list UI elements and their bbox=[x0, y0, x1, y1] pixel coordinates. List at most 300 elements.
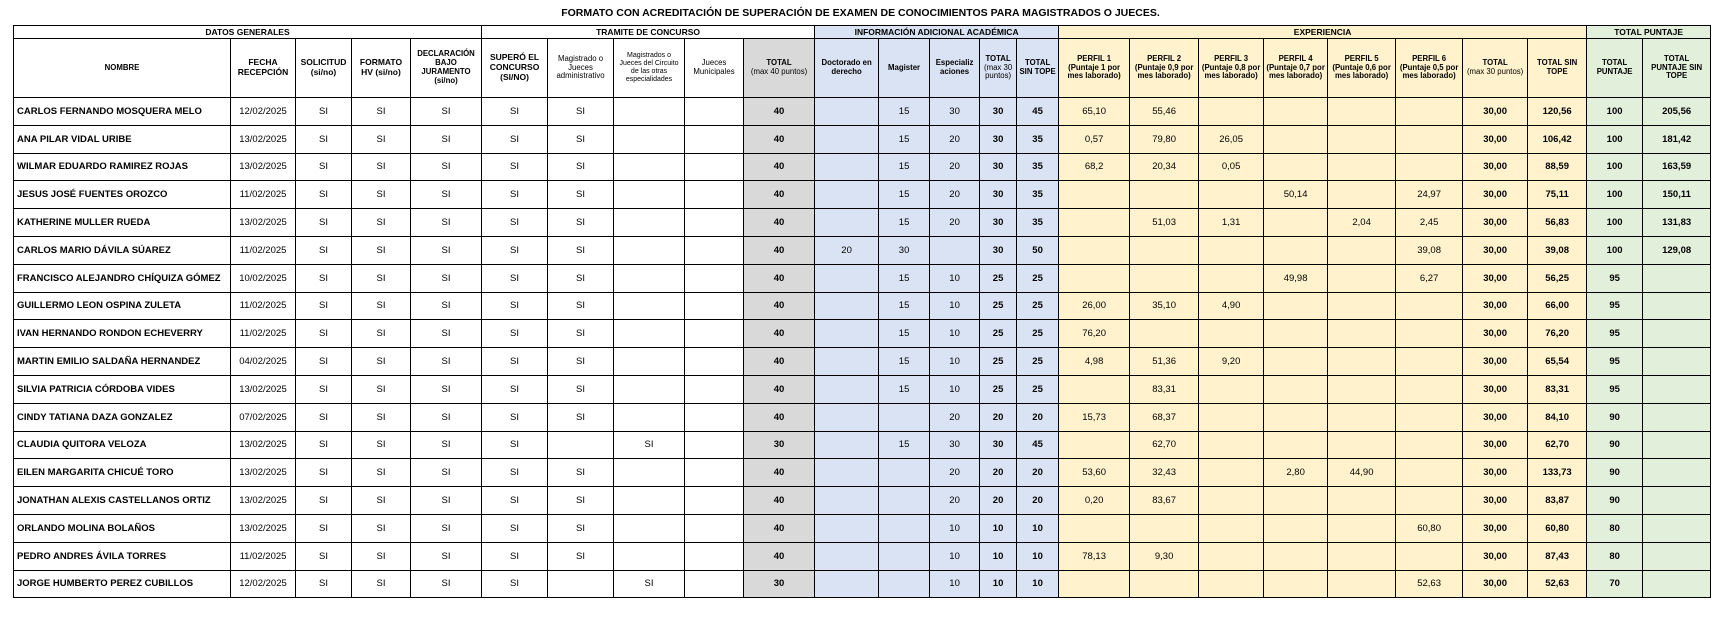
cell-total-sin-tope-exp: 75,11 bbox=[1528, 181, 1587, 209]
cell-total-sin-tope-exp: 76,20 bbox=[1528, 320, 1587, 348]
cell-doctorado bbox=[815, 542, 879, 570]
cell-total-puntaje: 100 bbox=[1587, 125, 1643, 153]
cell-solicitud: SI bbox=[296, 459, 352, 487]
cell-total-sin-tope-acad: 45 bbox=[1017, 431, 1059, 459]
cell-p4: 2,80 bbox=[1264, 459, 1328, 487]
cell-nombre: GUILLERMO LEON OSPINA ZULETA bbox=[14, 292, 231, 320]
cell-jueces-mun bbox=[685, 153, 744, 181]
cell-p2: 32,43 bbox=[1130, 459, 1199, 487]
cell-magister: 15 bbox=[879, 181, 930, 209]
cell-doctorado bbox=[815, 209, 879, 237]
cell-p1 bbox=[1059, 181, 1130, 209]
cell-p3 bbox=[1199, 403, 1264, 431]
cell-fecha: 11/02/2025 bbox=[231, 320, 296, 348]
table-row bbox=[14, 542, 1711, 570]
cell-mag-admin: SI bbox=[548, 514, 614, 542]
cell-p2: 83,31 bbox=[1130, 375, 1199, 403]
cell-especializaciones: 10 bbox=[930, 264, 980, 292]
cell-magister: 15 bbox=[879, 153, 930, 181]
table-row bbox=[14, 292, 1711, 320]
cell-p5 bbox=[1328, 181, 1396, 209]
cell-doctorado bbox=[815, 459, 879, 487]
cell-total-30: 25 bbox=[980, 292, 1017, 320]
cell-especializaciones: 10 bbox=[930, 514, 980, 542]
cell-fecha: 11/02/2025 bbox=[231, 181, 296, 209]
cell-total-exp: 30,00 bbox=[1463, 320, 1528, 348]
cell-total-30: 25 bbox=[980, 320, 1017, 348]
cell-doctorado bbox=[815, 570, 879, 598]
cell-mag-admin: SI bbox=[548, 181, 614, 209]
header-perfil1 bbox=[1059, 39, 1130, 98]
header-solicitud: SOLICITUD (si/no) bbox=[296, 39, 352, 98]
cell-solicitud: SI bbox=[296, 125, 352, 153]
cell-p3: 0,05 bbox=[1199, 153, 1264, 181]
cell-p2: 83,67 bbox=[1130, 487, 1199, 515]
cell-p2 bbox=[1130, 264, 1199, 292]
cell-total-puntaje-sin-tope bbox=[1643, 403, 1711, 431]
cell-magister bbox=[879, 542, 930, 570]
cell-doctorado bbox=[815, 264, 879, 292]
cell-total-40: 40 bbox=[744, 125, 815, 153]
cell-total-sin-tope-acad: 10 bbox=[1017, 542, 1059, 570]
cell-fecha: 12/02/2025 bbox=[231, 570, 296, 598]
cell-total-exp: 30,00 bbox=[1463, 542, 1528, 570]
cell-p2: 9,30 bbox=[1130, 542, 1199, 570]
cell-especializaciones: 20 bbox=[930, 459, 980, 487]
cell-p4: 50,14 bbox=[1264, 181, 1328, 209]
group-tramite: TRAMITE DE CONCURSO bbox=[482, 26, 815, 39]
cell-supero: SI bbox=[482, 570, 548, 598]
cell-total-puntaje-sin-tope bbox=[1643, 542, 1711, 570]
cell-declaracion: SI bbox=[411, 403, 482, 431]
cell-fecha: 11/02/2025 bbox=[231, 542, 296, 570]
cell-mag-circuito bbox=[614, 181, 685, 209]
cell-p2: 68,37 bbox=[1130, 403, 1199, 431]
cell-formato-hv: SI bbox=[352, 153, 411, 181]
cell-declaracion: SI bbox=[411, 375, 482, 403]
cell-supero: SI bbox=[482, 542, 548, 570]
cell-total-puntaje: 100 bbox=[1587, 209, 1643, 237]
cell-nombre: JESUS JOSÉ FUENTES OROZCO bbox=[14, 181, 231, 209]
cell-especializaciones: 20 bbox=[930, 153, 980, 181]
cell-declaracion: SI bbox=[411, 514, 482, 542]
cell-supero: SI bbox=[482, 431, 548, 459]
cell-fecha: 11/02/2025 bbox=[231, 236, 296, 264]
cell-jueces-mun bbox=[685, 514, 744, 542]
cell-jueces-mun bbox=[685, 375, 744, 403]
cell-total-40: 40 bbox=[744, 209, 815, 237]
cell-p5 bbox=[1328, 403, 1396, 431]
cell-total-40: 40 bbox=[744, 459, 815, 487]
header-total-exp-sub: (max 30 puntos) bbox=[1466, 67, 1524, 76]
cell-formato-hv: SI bbox=[352, 542, 411, 570]
cell-p6 bbox=[1396, 375, 1463, 403]
header-perfil5-label: PERFIL 5 bbox=[1344, 53, 1379, 63]
cell-declaracion: SI bbox=[411, 431, 482, 459]
cell-supero: SI bbox=[482, 264, 548, 292]
cell-p6 bbox=[1396, 431, 1463, 459]
header-doctorado: Doctorado en derecho bbox=[815, 39, 879, 98]
cell-p4 bbox=[1264, 487, 1328, 515]
cell-total-exp: 30,00 bbox=[1463, 209, 1528, 237]
cell-supero: SI bbox=[482, 348, 548, 376]
cell-p2 bbox=[1130, 236, 1199, 264]
cell-supero: SI bbox=[482, 403, 548, 431]
cell-doctorado bbox=[815, 375, 879, 403]
cell-p6 bbox=[1396, 487, 1463, 515]
header-total-30 bbox=[980, 39, 1017, 98]
cell-total-puntaje: 100 bbox=[1587, 181, 1643, 209]
header-perfil3-sub: (Puntaje 0,8 por mes laborado) bbox=[1201, 62, 1261, 81]
cell-p6: 24,97 bbox=[1396, 181, 1463, 209]
column-header-row bbox=[14, 39, 1711, 98]
cell-total-puntaje: 100 bbox=[1587, 153, 1643, 181]
cell-p1 bbox=[1059, 209, 1130, 237]
cell-fecha: 10/02/2025 bbox=[231, 264, 296, 292]
cell-doctorado bbox=[815, 403, 879, 431]
cell-p1 bbox=[1059, 431, 1130, 459]
cell-doctorado bbox=[815, 348, 879, 376]
cell-p6: 52,63 bbox=[1396, 570, 1463, 598]
header-perfil4 bbox=[1264, 39, 1328, 98]
cell-total-30: 20 bbox=[980, 487, 1017, 515]
cell-nombre: CINDY TATIANA DAZA GONZALEZ bbox=[14, 403, 231, 431]
cell-p4 bbox=[1264, 570, 1328, 598]
table-row bbox=[14, 320, 1711, 348]
cell-doctorado bbox=[815, 153, 879, 181]
header-perfil6 bbox=[1396, 39, 1463, 98]
cell-total-puntaje: 100 bbox=[1587, 98, 1643, 126]
cell-p1: 0,57 bbox=[1059, 125, 1130, 153]
cell-mag-circuito bbox=[614, 487, 685, 515]
cell-total-30: 25 bbox=[980, 348, 1017, 376]
candidates-table bbox=[13, 25, 1711, 598]
header-perfil3-label: PERFIL 3 bbox=[1214, 53, 1249, 63]
cell-p1 bbox=[1059, 570, 1130, 598]
cell-mag-circuito bbox=[614, 320, 685, 348]
header-total-sin-tope-acad: TOTAL SIN TOPE bbox=[1017, 39, 1059, 98]
cell-p6: 2,45 bbox=[1396, 209, 1463, 237]
cell-p4 bbox=[1264, 125, 1328, 153]
cell-total-puntaje-sin-tope: 150,11 bbox=[1643, 181, 1711, 209]
cell-p4 bbox=[1264, 514, 1328, 542]
cell-p5 bbox=[1328, 514, 1396, 542]
cell-total-30: 30 bbox=[980, 236, 1017, 264]
cell-p3: 1,31 bbox=[1199, 209, 1264, 237]
cell-jueces-mun bbox=[685, 487, 744, 515]
header-total-exp-label: TOTAL bbox=[1482, 58, 1508, 68]
cell-especializaciones: 10 bbox=[930, 292, 980, 320]
cell-magister: 15 bbox=[879, 292, 930, 320]
cell-mag-admin: SI bbox=[548, 209, 614, 237]
cell-total-sin-tope-exp: 83,87 bbox=[1528, 487, 1587, 515]
cell-p5 bbox=[1328, 320, 1396, 348]
cell-declaracion: SI bbox=[411, 264, 482, 292]
table-row bbox=[14, 570, 1711, 598]
header-perfil2 bbox=[1130, 39, 1199, 98]
cell-declaracion: SI bbox=[411, 125, 482, 153]
cell-total-sin-tope-exp: 87,43 bbox=[1528, 542, 1587, 570]
cell-p6 bbox=[1396, 348, 1463, 376]
cell-total-exp: 30,00 bbox=[1463, 125, 1528, 153]
cell-total-exp: 30,00 bbox=[1463, 264, 1528, 292]
cell-fecha: 13/02/2025 bbox=[231, 459, 296, 487]
cell-total-40: 40 bbox=[744, 292, 815, 320]
cell-total-sin-tope-acad: 20 bbox=[1017, 487, 1059, 515]
cell-especializaciones: 10 bbox=[930, 570, 980, 598]
cell-jueces-mun bbox=[685, 236, 744, 264]
cell-declaracion: SI bbox=[411, 570, 482, 598]
cell-p4 bbox=[1264, 348, 1328, 376]
cell-mag-circuito bbox=[614, 375, 685, 403]
cell-total-puntaje-sin-tope: 131,83 bbox=[1643, 209, 1711, 237]
cell-total-sin-tope-acad: 20 bbox=[1017, 459, 1059, 487]
header-magister: Magister bbox=[879, 39, 930, 98]
cell-formato-hv: SI bbox=[352, 264, 411, 292]
cell-total-sin-tope-acad: 25 bbox=[1017, 292, 1059, 320]
cell-mag-circuito: SI bbox=[614, 431, 685, 459]
cell-jueces-mun bbox=[685, 570, 744, 598]
cell-mag-admin: SI bbox=[548, 320, 614, 348]
cell-mag-circuito bbox=[614, 459, 685, 487]
cell-total-puntaje: 80 bbox=[1587, 514, 1643, 542]
cell-jueces-mun bbox=[685, 292, 744, 320]
header-perfil3 bbox=[1199, 39, 1264, 98]
cell-doctorado bbox=[815, 125, 879, 153]
header-perfil6-label: PERFIL 6 bbox=[1412, 53, 1447, 63]
cell-doctorado bbox=[815, 431, 879, 459]
cell-total-puntaje-sin-tope: 205,56 bbox=[1643, 98, 1711, 126]
cell-supero: SI bbox=[482, 292, 548, 320]
table-row bbox=[14, 459, 1711, 487]
cell-doctorado bbox=[815, 514, 879, 542]
cell-p5 bbox=[1328, 125, 1396, 153]
cell-solicitud: SI bbox=[296, 375, 352, 403]
table-row bbox=[14, 348, 1711, 376]
cell-p3 bbox=[1199, 431, 1264, 459]
cell-p5 bbox=[1328, 98, 1396, 126]
cell-p3 bbox=[1199, 542, 1264, 570]
cell-solicitud: SI bbox=[296, 236, 352, 264]
cell-total-puntaje-sin-tope bbox=[1643, 348, 1711, 376]
cell-total-exp: 30,00 bbox=[1463, 403, 1528, 431]
cell-solicitud: SI bbox=[296, 209, 352, 237]
cell-magister: 15 bbox=[879, 431, 930, 459]
cell-p2: 20,34 bbox=[1130, 153, 1199, 181]
cell-nombre: CARLOS FERNANDO MOSQUERA MELO bbox=[14, 98, 231, 126]
cell-p1 bbox=[1059, 514, 1130, 542]
cell-supero: SI bbox=[482, 181, 548, 209]
cell-formato-hv: SI bbox=[352, 487, 411, 515]
cell-p4 bbox=[1264, 98, 1328, 126]
cell-p6 bbox=[1396, 98, 1463, 126]
cell-declaracion: SI bbox=[411, 98, 482, 126]
cell-solicitud: SI bbox=[296, 431, 352, 459]
cell-mag-circuito bbox=[614, 403, 685, 431]
table-row bbox=[14, 375, 1711, 403]
cell-jueces-mun bbox=[685, 264, 744, 292]
header-total-30-sub: (max 30 puntos) bbox=[983, 62, 1013, 81]
cell-p5 bbox=[1328, 375, 1396, 403]
cell-mag-circuito bbox=[614, 542, 685, 570]
cell-p1: 68,2 bbox=[1059, 153, 1130, 181]
table-row bbox=[14, 403, 1711, 431]
header-perfil6-sub: (Puntaje 0,5 por mes laborado) bbox=[1399, 62, 1459, 81]
cell-p3 bbox=[1199, 375, 1264, 403]
cell-total-exp: 30,00 bbox=[1463, 375, 1528, 403]
cell-p5: 44,90 bbox=[1328, 459, 1396, 487]
cell-p5: 2,04 bbox=[1328, 209, 1396, 237]
cell-nombre: ANA PILAR VIDAL URIBE bbox=[14, 125, 231, 153]
cell-supero: SI bbox=[482, 375, 548, 403]
cell-p5 bbox=[1328, 236, 1396, 264]
cell-especializaciones: 10 bbox=[930, 542, 980, 570]
cell-declaracion: SI bbox=[411, 542, 482, 570]
cell-fecha: 04/02/2025 bbox=[231, 348, 296, 376]
document-title: FORMATO CON ACREDITACIÓN DE SUPERACIÓN DE EXAMEN DE CONOCIMIENTOS PARA MAGISTRADOS O JUECES. bbox=[561, 7, 1160, 19]
cell-magister bbox=[879, 403, 930, 431]
cell-total-sin-tope-acad: 35 bbox=[1017, 181, 1059, 209]
cell-solicitud: SI bbox=[296, 348, 352, 376]
cell-total-sin-tope-acad: 25 bbox=[1017, 264, 1059, 292]
cell-declaracion: SI bbox=[411, 236, 482, 264]
cell-fecha: 13/02/2025 bbox=[231, 153, 296, 181]
cell-fecha: 11/02/2025 bbox=[231, 292, 296, 320]
cell-nombre: SILVIA PATRICIA CÓRDOBA VIDES bbox=[14, 375, 231, 403]
cell-total-puntaje-sin-tope bbox=[1643, 292, 1711, 320]
cell-p3 bbox=[1199, 459, 1264, 487]
group-datos-generales: DATOS GENERALES bbox=[14, 26, 482, 39]
cell-magister: 15 bbox=[879, 348, 930, 376]
cell-p5 bbox=[1328, 570, 1396, 598]
header-perfil2-sub: (Puntaje 0,9 por mes laborado) bbox=[1134, 62, 1194, 81]
cell-formato-hv: SI bbox=[352, 320, 411, 348]
cell-total-puntaje: 70 bbox=[1587, 570, 1643, 598]
cell-doctorado bbox=[815, 181, 879, 209]
cell-declaracion: SI bbox=[411, 153, 482, 181]
cell-doctorado bbox=[815, 487, 879, 515]
cell-total-exp: 30,00 bbox=[1463, 348, 1528, 376]
cell-total-exp: 30,00 bbox=[1463, 459, 1528, 487]
cell-especializaciones: 20 bbox=[930, 209, 980, 237]
cell-total-30: 20 bbox=[980, 403, 1017, 431]
cell-p3 bbox=[1199, 487, 1264, 515]
table-row bbox=[14, 209, 1711, 237]
cell-supero: SI bbox=[482, 125, 548, 153]
cell-total-40: 40 bbox=[744, 403, 815, 431]
cell-total-exp: 30,00 bbox=[1463, 570, 1528, 598]
cell-total-30: 30 bbox=[980, 209, 1017, 237]
cell-p4 bbox=[1264, 153, 1328, 181]
cell-nombre: KATHERINE MULLER RUEDA bbox=[14, 209, 231, 237]
cell-solicitud: SI bbox=[296, 153, 352, 181]
cell-p1: 76,20 bbox=[1059, 320, 1130, 348]
header-total-exp bbox=[1463, 39, 1528, 98]
cell-p3 bbox=[1199, 98, 1264, 126]
cell-total-puntaje: 100 bbox=[1587, 236, 1643, 264]
cell-mag-admin: SI bbox=[548, 375, 614, 403]
cell-solicitud: SI bbox=[296, 98, 352, 126]
cell-mag-circuito bbox=[614, 98, 685, 126]
cell-declaracion: SI bbox=[411, 292, 482, 320]
cell-mag-admin bbox=[548, 570, 614, 598]
cell-solicitud: SI bbox=[296, 292, 352, 320]
cell-total-sin-tope-exp: 65,54 bbox=[1528, 348, 1587, 376]
cell-total-sin-tope-exp: 56,25 bbox=[1528, 264, 1587, 292]
cell-total-30: 10 bbox=[980, 570, 1017, 598]
cell-total-sin-tope-exp: 39,08 bbox=[1528, 236, 1587, 264]
cell-p4 bbox=[1264, 236, 1328, 264]
cell-jueces-mun bbox=[685, 125, 744, 153]
cell-total-sin-tope-acad: 50 bbox=[1017, 236, 1059, 264]
cell-nombre: CLAUDIA QUITORA VELOZA bbox=[14, 431, 231, 459]
cell-supero: SI bbox=[482, 459, 548, 487]
cell-nombre: WILMAR EDUARDO RAMIREZ ROJAS bbox=[14, 153, 231, 181]
cell-p6 bbox=[1396, 292, 1463, 320]
cell-doctorado: 20 bbox=[815, 236, 879, 264]
cell-nombre: CARLOS MARIO DÁVILA SÚAREZ bbox=[14, 236, 231, 264]
cell-declaracion: SI bbox=[411, 348, 482, 376]
header-declaracion: DECLARACIÓN BAJO JURAMENTO (si/no) bbox=[411, 39, 482, 98]
header-total-sin-tope-exp: TOTAL SIN TOPE bbox=[1528, 39, 1587, 98]
cell-p3 bbox=[1199, 264, 1264, 292]
cell-total-30: 30 bbox=[980, 153, 1017, 181]
header-total-30-label: TOTAL bbox=[985, 53, 1011, 63]
cell-supero: SI bbox=[482, 514, 548, 542]
header-total-puntaje-sin-tope: TOTAL PUNTAJE SIN TOPE bbox=[1643, 39, 1711, 98]
cell-total-30: 30 bbox=[980, 98, 1017, 126]
cell-supero: SI bbox=[482, 153, 548, 181]
cell-p3: 4,90 bbox=[1199, 292, 1264, 320]
cell-total-exp: 30,00 bbox=[1463, 514, 1528, 542]
cell-jueces-mun bbox=[685, 542, 744, 570]
cell-mag-circuito bbox=[614, 292, 685, 320]
cell-mag-circuito bbox=[614, 514, 685, 542]
cell-magister: 15 bbox=[879, 320, 930, 348]
cell-total-puntaje: 95 bbox=[1587, 292, 1643, 320]
cell-solicitud: SI bbox=[296, 403, 352, 431]
cell-p2 bbox=[1130, 181, 1199, 209]
cell-jueces-mun bbox=[685, 431, 744, 459]
cell-total-sin-tope-acad: 35 bbox=[1017, 209, 1059, 237]
cell-p4 bbox=[1264, 292, 1328, 320]
cell-fecha: 07/02/2025 bbox=[231, 403, 296, 431]
cell-total-30: 30 bbox=[980, 431, 1017, 459]
cell-p4 bbox=[1264, 403, 1328, 431]
cell-total-40: 40 bbox=[744, 542, 815, 570]
cell-p6: 6,27 bbox=[1396, 264, 1463, 292]
cell-mag-circuito bbox=[614, 236, 685, 264]
cell-total-puntaje-sin-tope bbox=[1643, 320, 1711, 348]
cell-total-puntaje-sin-tope bbox=[1643, 514, 1711, 542]
cell-solicitud: SI bbox=[296, 181, 352, 209]
cell-total-puntaje: 90 bbox=[1587, 431, 1643, 459]
cell-magister: 30 bbox=[879, 236, 930, 264]
cell-solicitud: SI bbox=[296, 320, 352, 348]
cell-p6 bbox=[1396, 459, 1463, 487]
cell-magister bbox=[879, 459, 930, 487]
cell-formato-hv: SI bbox=[352, 403, 411, 431]
cell-p6 bbox=[1396, 320, 1463, 348]
cell-magister: 15 bbox=[879, 98, 930, 126]
cell-total-sin-tope-acad: 35 bbox=[1017, 153, 1059, 181]
cell-jueces-mun bbox=[685, 209, 744, 237]
cell-especializaciones: 10 bbox=[930, 320, 980, 348]
cell-total-exp: 30,00 bbox=[1463, 181, 1528, 209]
cell-nombre: JONATHAN ALEXIS CASTELLANOS ORTIZ bbox=[14, 487, 231, 515]
cell-total-sin-tope-acad: 20 bbox=[1017, 403, 1059, 431]
cell-total-puntaje: 95 bbox=[1587, 264, 1643, 292]
